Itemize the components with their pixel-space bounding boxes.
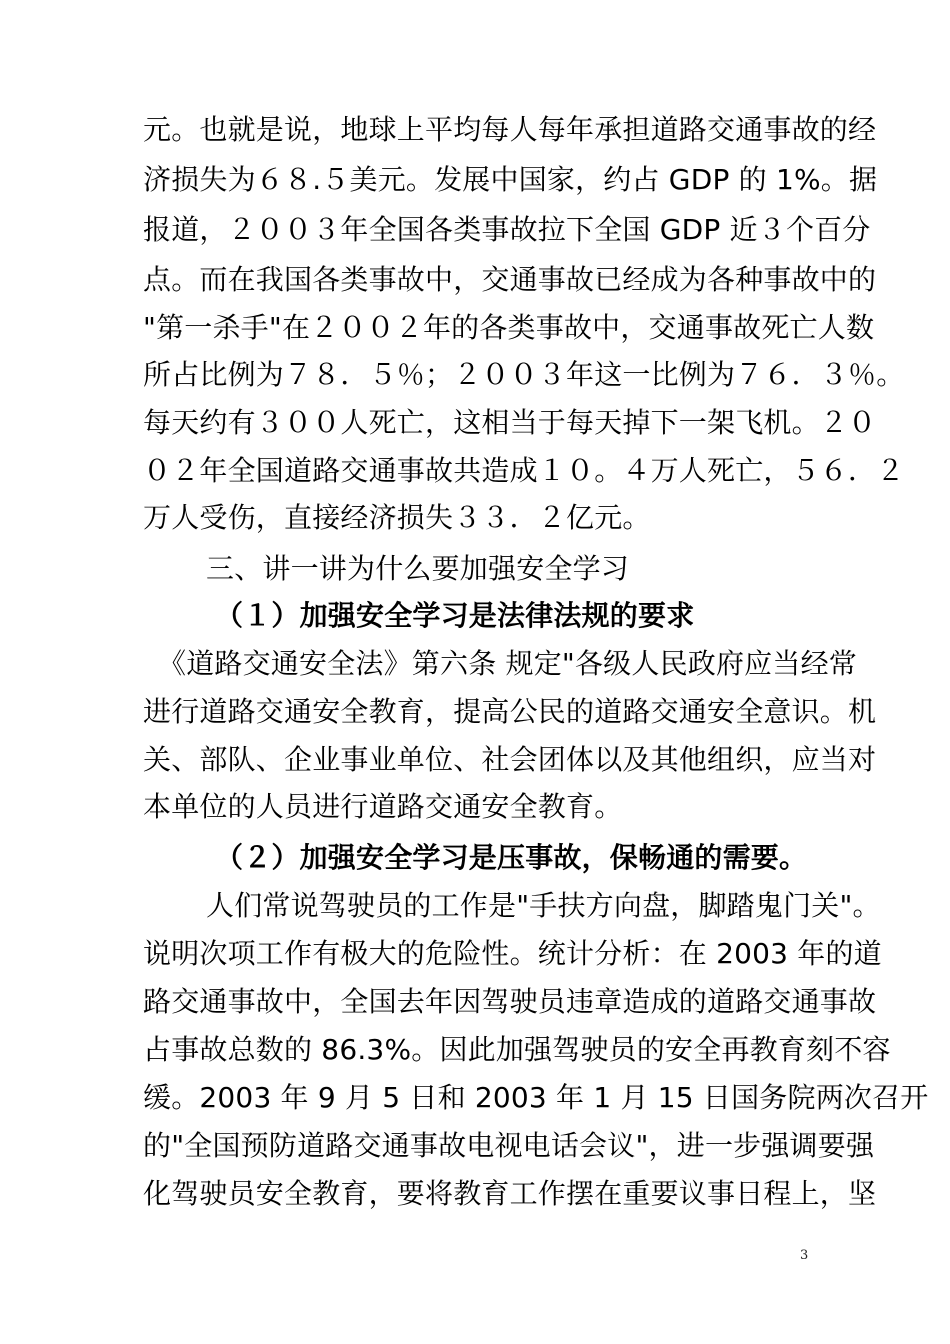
paragraph-line: 关、部队、企业事业单位、社会团体以及其他组织，应当对 xyxy=(143,743,877,776)
paragraph-line: 点。而在我国各类事故中，交通事故已经成为各种事故中的 xyxy=(143,263,877,296)
paragraph-line: 路交通事故中，全国去年因驾驶员违章造成的道路交通事故 xyxy=(143,985,877,1018)
paragraph-line: 进行道路交通安全教育，提高公民的道路交通安全意识。机 xyxy=(143,695,877,728)
paragraph-line: 济损失为６８.５美元。发展中国家，约占 GDP 的 1%。据 xyxy=(143,163,878,196)
heading-2: （２）加强安全学习是压事故，保畅通的需要。 xyxy=(215,841,808,874)
paragraph-line: 本单位的人员进行道路交通安全教育。 xyxy=(143,790,623,823)
page-number: 3 xyxy=(800,1248,809,1263)
paragraph-line: 报道，２００３年全国各类事故拉下全国 GDP 近３个百分 xyxy=(143,213,871,246)
heading-1: （１）加强安全学习是法律法规的要求 xyxy=(215,599,695,632)
paragraph-line: ０２年全国道路交通事故共造成１０。４万人死亡，５６．２ xyxy=(143,454,905,487)
paragraph-line: 《道路交通安全法》第六条 规定"各级人民政府应当经常 xyxy=(158,647,857,680)
paragraph-line: "第一杀手"在２００２年的各类事故中，交通事故死亡人数 xyxy=(143,311,875,344)
paragraph-line: 每天约有３００人死亡，这相当于每天掉下一架飞机。２０ xyxy=(143,406,877,439)
paragraph-line: 元。也就是说，地球上平均每人每年承担道路交通事故的经 xyxy=(143,113,877,146)
paragraph-line: 占事故总数的 86.3%。因此加强驾驶员的安全再教育刻不容 xyxy=(143,1033,891,1066)
paragraph-line: 所占比例为７８．５％；２００３年这一比例为７６．３％。 xyxy=(143,358,905,391)
paragraph-line: 的"全国预防道路交通事故电视电话会议"，进一步强调要强 xyxy=(143,1129,875,1162)
paragraph-line: 万人受伤，直接经济损失３３．２亿元。 xyxy=(143,501,651,534)
paragraph-line: 说明次项工作有极大的危险性。统计分析：在 2003 年的道 xyxy=(143,937,882,970)
section-title: 三、讲一讲为什么要加强安全学习 xyxy=(206,552,630,585)
paragraph-line: 缓。2003 年 9 月 5 日和 2003 年 1 月 15 日国务院两次召开 xyxy=(143,1081,929,1114)
paragraph-line: 人们常说驾驶员的工作是"手扶方向盘，脚踏鬼门关"。 xyxy=(206,889,881,922)
paragraph-line: 化驾驶员安全教育，要将教育工作摆在重要议事日程上，坚 xyxy=(143,1177,877,1210)
